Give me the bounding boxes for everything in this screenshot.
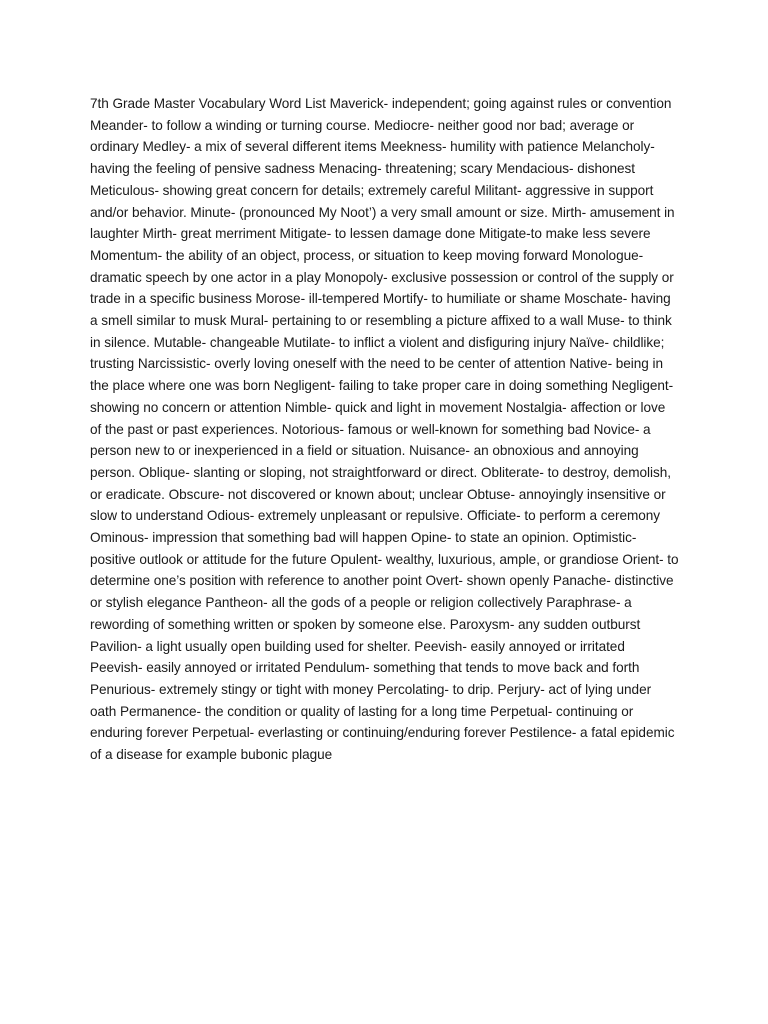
vocabulary-paragraph: 7th Grade Master Vocabulary Word List Maverick- independent; going against rules or convention Meander- to follow a winding or turning course. Mediocre- neither good nor bad; average or ordinary Medley- a mix of several different items Meekness- humility with patience Melancholy- having the feeling of pensive sadness Menacing- threatening; scary Mendacious- dishonest Meticulous- showing great concern for details; extremely careful Militant- aggressive in support and/or behavior. Minute- (pronounced My Noot’) a very small amount or size. Mirth- amusement in laughter Mirth- great merriment Mitigate- to lessen damage done Mitigate-to make less severe Momentum- the ability of an object, process, or situation to keep moving forward Monologue- dramatic speech by one actor in a play Monopoly- exclusive possession or control of the supply or trade in a specific business Morose- ill-tempered Mortify- to humiliate or shame Moschate- having a smell similar to musk Mural- pertaining to or resembling a picture affixed to a wall Muse- to think in silence. Mutable- changeable Mutilate- to inflict a violent and disfiguring injury Naïve- childlike; trusting Narcissistic- overly loving oneself with the need to be center of attention Native- being in the place where one was born Negligent- failing to take proper care in doing something Negligent- showing no concern or attention Nimble- quick and light in movement Nostalgia- affection or love of the past or past experiences. Notorious- famous or well-known for something bad Novice- a person new to or inexperienced in a field or situation. Nuisance- an obnoxious and annoying person. Oblique- slanting or sloping, not straightforward or direct. Obliterate- to destroy, demolish, or eradicate. Obscure- not discovered or known about; unclear Obtuse- annoyingly insensitive or slow to understand Odious- extremely unpleasant or repulsive. Officiate- to perform a ceremony Ominous- impression that something bad will happen Opine- to state an opinion. Optimistic- positive outlook or attitude for the future Opulent- wealthy, luxurious, ample, or grandiose Orient- to determine one’s position with reference to another point Overt- shown openly Panache- distinctive or stylish elegance Pantheon- all the gods of a people or religion collectively Paraphrase- a rewording of something written or spoken by someone else. Paroxysm- any sudden outburst Pavilion- a light usually open building used for shelter. Peevish- easily annoyed or irritated Peevish- easily annoyed or irritated Pendulum- something that tends to move back and forth Penurious- extremely stingy or tight with money Percolating- to drip. Perjury- act of lying under oath Permanence- the condition or quality of lasting for a long time Perpetual- continuing or enduring forever Perpetual- everlasting or continuing/enduring forever Pestilence- a fatal epidemic of a disease for example bubonic plague <box>90 96 679 763</box>
